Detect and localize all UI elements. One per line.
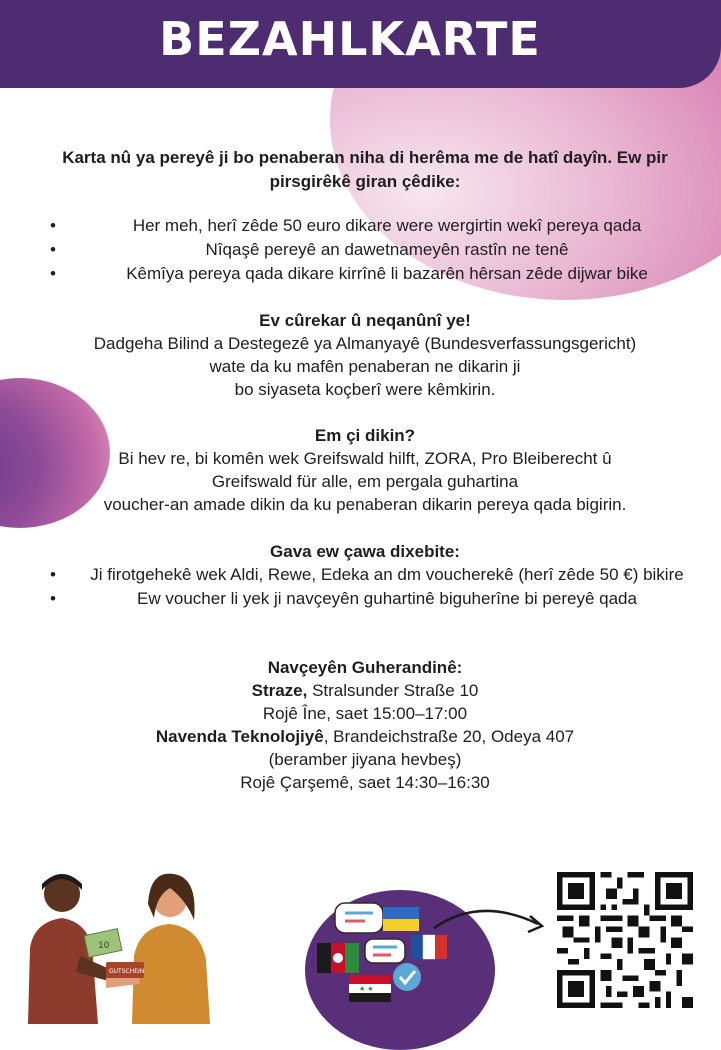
intro-text: Karta nû ya pereyê ji bo penaberan niha di herêma me de hatî dayîn. Ew pir pirsgirêkê giran çêdike: — [62, 148, 668, 191]
syria-flag-icon — [349, 975, 391, 984]
arrow-icon — [430, 902, 550, 942]
svg-text:★ ★: ★ ★ — [359, 986, 374, 993]
location-1 — [40, 679, 690, 702]
afghanistan-flag-icon — [317, 943, 331, 973]
section-line: bo siyaseta koçberî were kêmkirin. — [234, 380, 496, 399]
section-line: Bi hev re, bi komên wek Greifswald hilft, ZORA, Pro Bleiberecht û — [118, 449, 612, 468]
header-banner — [0, 0, 721, 88]
list-item: • Her meh, herî zêde 50 euro dikare were wergirtin wekî pereya qada — [50, 216, 642, 235]
checkmark-icon — [393, 963, 421, 991]
speech-bubble-icon — [365, 939, 405, 963]
problem-list — [50, 214, 690, 286]
steps-list — [50, 563, 690, 611]
ukraine-flag-icon — [383, 907, 419, 919]
list-item: • Nîqaşê pereyê an dawetnameyên rastîn ne tenê — [50, 240, 569, 259]
page-title: BEZAHLKARTE — [159, 12, 541, 66]
list-item: • Ji firotgehekê wek Aldi, Rewe, Edeka an dm voucherekê (herî zêde 50 €) bikire — [50, 565, 684, 584]
location-name: Navenda Teknolojiyê — [155, 727, 324, 746]
section-line: Greifswald für alle, em pergala guhartina — [211, 472, 519, 491]
qr-code[interactable] — [557, 872, 693, 1008]
location-address: Stralsunder Straße 10 — [307, 681, 479, 700]
speech-bubble-icon — [335, 903, 383, 933]
section-heading: Ev cûrekar û neqanûnî ye! — [259, 311, 471, 330]
section-heading: Navçeyên Guherandinê: — [267, 658, 463, 677]
section-illegal — [40, 309, 690, 401]
france-flag-icon — [411, 935, 423, 959]
location-2 — [40, 725, 690, 748]
banknote-label: 10 — [98, 941, 110, 951]
section-line: voucher-an amade dikin da ku penaberan dikarin pereya qada bigirin. — [103, 495, 627, 514]
location-name: Straze, — [251, 681, 308, 700]
section-line: wate da ku mafên penaberan ne dikarin ji — [209, 357, 521, 376]
section-heading: Gava ew çawa dixebite: — [270, 542, 460, 561]
location-time: Rojê Çarşemê, saet 14:30–16:30 — [240, 773, 490, 792]
section-action — [40, 424, 690, 516]
location-address: , Brandeichstraße 20, Odeya 407 — [323, 727, 575, 746]
list-item: • Ew voucher li yek ji navçeyên guhartinê biguherîne bi pereyê qada — [50, 589, 637, 608]
section-how — [40, 540, 690, 563]
location-note: (beramber jiyana hevbeş) — [268, 750, 462, 769]
section-line: Dadgeha Bilind a Destegezê ya Almanyayê (Bundesverfassungsgericht) — [93, 334, 637, 353]
people-exchange-illustration — [20, 860, 220, 1024]
section-locations — [40, 656, 690, 794]
section-heading: Em çi dikin? — [314, 426, 416, 445]
location-time: Rojê Îne, saet 15:00–17:00 — [262, 704, 468, 723]
voucher-label: GUTSCHEIN — [109, 968, 145, 975]
list-item: • Kêmîya pereya qada dikare kirrînê li bazarên hêrsan zêde dijwar bike — [50, 264, 648, 283]
